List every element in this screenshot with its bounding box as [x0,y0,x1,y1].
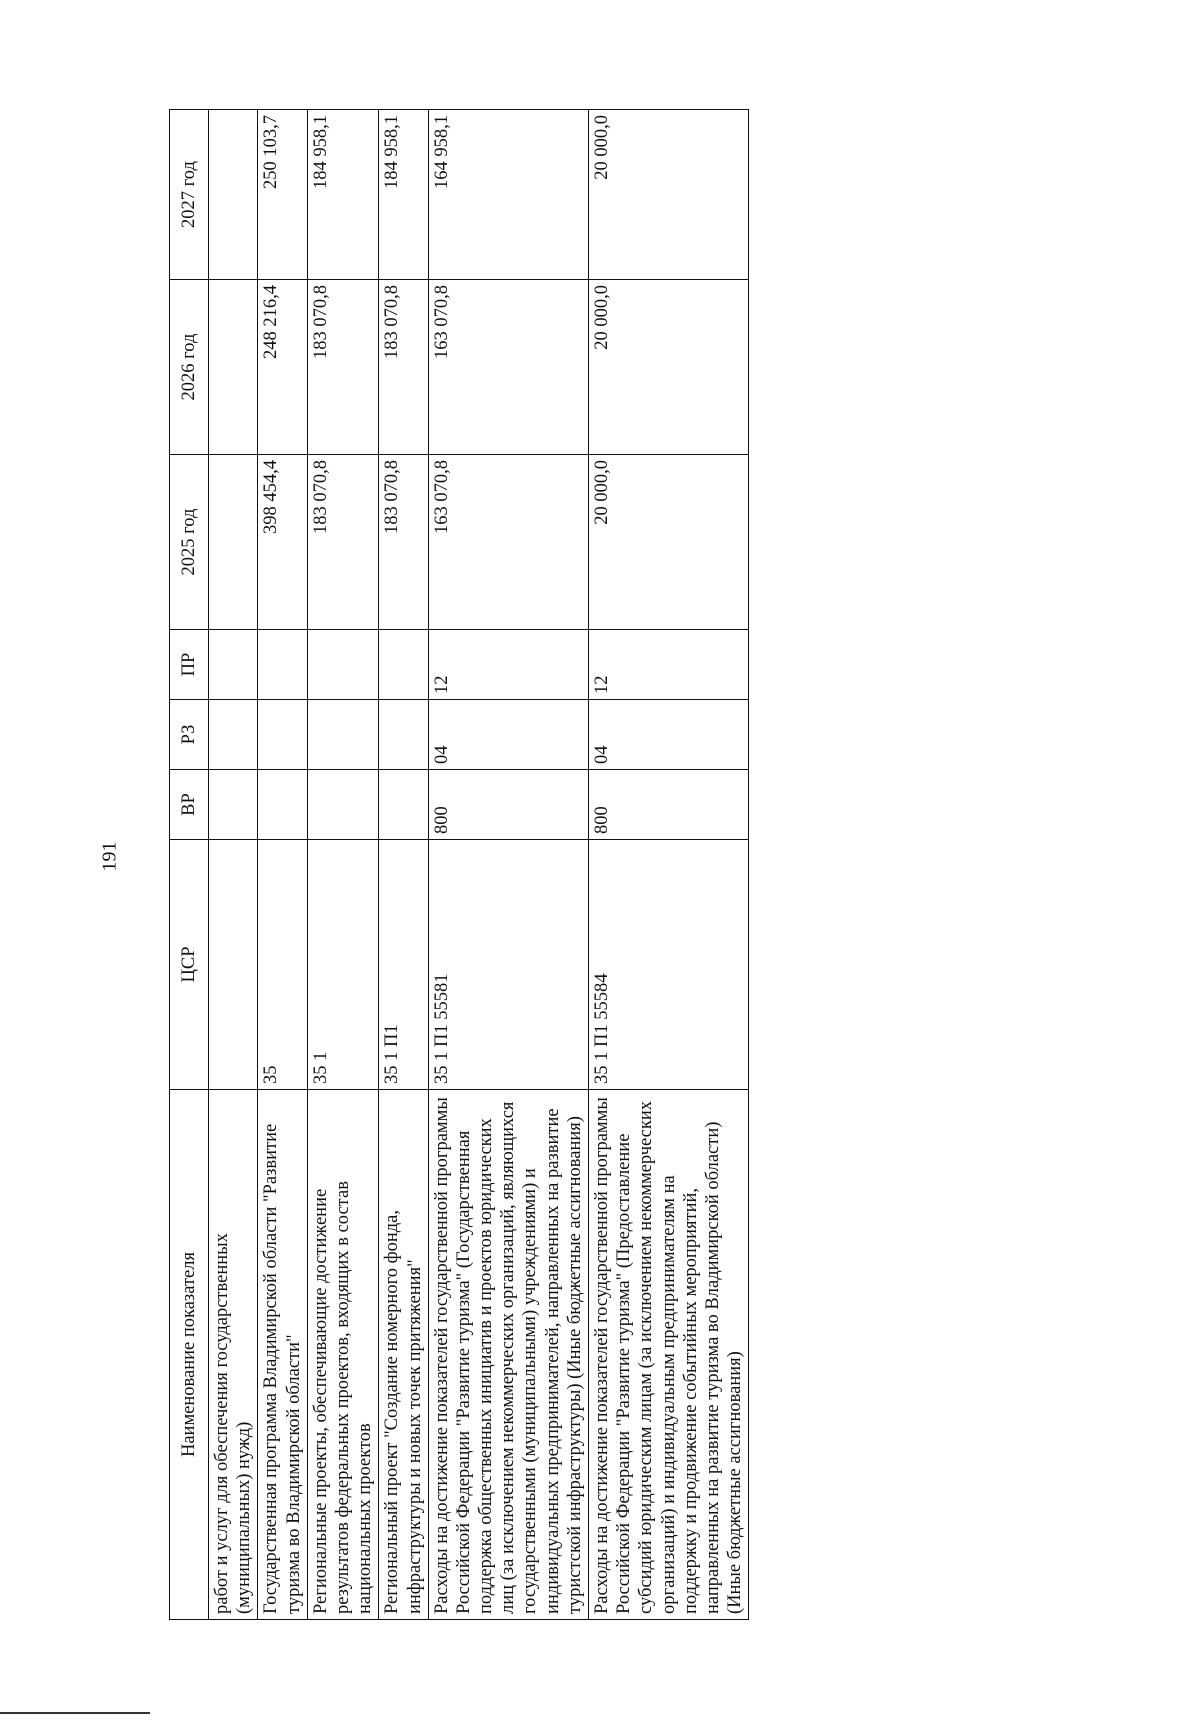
row-name: Региональные проекты, обеспечивающие достижение результатов федеральных проектов, входящих в состав национальных проектов [307,1090,379,1620]
row-name: Региональный проект "Создание номерного фонда, инфраструктуры и новых точек притяжения" [379,1090,428,1620]
row-2025: 163 070,8 [428,455,588,630]
row-vr [379,770,428,840]
table-row [209,110,258,1620]
row-vr [307,770,379,840]
row-2027: 20 000,0 [589,110,749,280]
header-name: Наименование показателя [170,1090,209,1620]
row-2027: 184 958,1 [379,110,428,280]
row-rz: 04 [589,700,749,770]
row-csr: 35 1 П1 [379,840,428,1090]
header-2025: 2025 год [170,455,209,630]
row-2026: 183 070,8 [307,280,379,455]
table-row [258,110,307,1620]
row-2027: 184 958,1 [307,110,379,280]
header-rz: РЗ [170,700,209,770]
table-row [428,110,588,1620]
row-2025: 183 070,8 [307,455,379,630]
page-number: 191 [98,841,121,872]
row-pr: 12 [428,630,588,700]
row-name: Государственная программа Владимирской области "Развитие туризма во Владимирской области" [258,1090,307,1620]
row-2026: 248 216,4 [258,280,307,455]
row-pr [258,630,307,700]
row-pr [209,630,258,700]
row-vr: 800 [428,770,588,840]
row-vr: 800 [589,770,749,840]
row-2025 [209,455,258,630]
row-2025: 20 000,0 [589,455,749,630]
row-csr: 35 1 П1 55581 [428,840,588,1090]
row-name: Расходы на достижение показателей государственной программы Российской Федерации "Развитие туризма" (Предоставление субсидий юридическим лицам (за исключением некоммерческих организаций) и индивидуальным предпринимателям на поддержку и продвижение событийных мероприятий, направленных на развитие туризма во Владимирской области) (Иные бюджетные ассигнования) [589,1090,749,1620]
row-csr [209,840,258,1090]
row-2025: 398 454,4 [258,455,307,630]
row-2026: 183 070,8 [379,280,428,455]
header-pr: ПР [170,630,209,700]
row-rz [258,700,307,770]
row-vr [258,770,307,840]
row-pr: 12 [589,630,749,700]
row-csr: 35 [258,840,307,1090]
row-2026: 20 000,0 [589,280,749,455]
row-csr: 35 1 П1 55584 [589,840,749,1090]
rotated-page [169,110,1129,1620]
row-rz: 04 [428,700,588,770]
row-rz [307,700,379,770]
header-vr: ВР [170,770,209,840]
table-row [379,110,428,1620]
header-2027: 2027 год [170,110,209,280]
header-2026: 2026 год [170,280,209,455]
row-2026 [209,280,258,455]
row-2027: 250 103,7 [258,110,307,280]
row-rz [379,700,428,770]
row-vr [209,770,258,840]
row-2027 [209,110,258,280]
header-csr: ЦСР [170,840,209,1090]
row-rz [209,700,258,770]
table-row [307,110,379,1620]
row-2026: 163 070,8 [428,280,588,455]
table-header-row [170,110,209,1620]
row-2027: 164 958,1 [428,110,588,280]
row-csr: 35 1 [307,840,379,1090]
row-pr [379,630,428,700]
row-2025: 183 070,8 [379,455,428,630]
table-row [589,110,749,1620]
row-name: Расходы на достижение показателей государственной программы Российской Федерации "Развитие туризма" (Государственная поддержка общественных инициатив и проектов юридических лиц (за исключением некоммерческих организаций, являющихся государственными (муниципальными) учреждениями) и индивидуальных предпринимателей, направленных на развитие туристской инфраструктуры) (Иные бюджетные ассигнования) [428,1090,588,1620]
row-pr [307,630,379,700]
budget-table [169,109,749,1620]
scan-edge-line [0,1712,150,1714]
row-name: работ и услуг для обеспечения государственных (муниципальных) нужд) [209,1090,258,1620]
